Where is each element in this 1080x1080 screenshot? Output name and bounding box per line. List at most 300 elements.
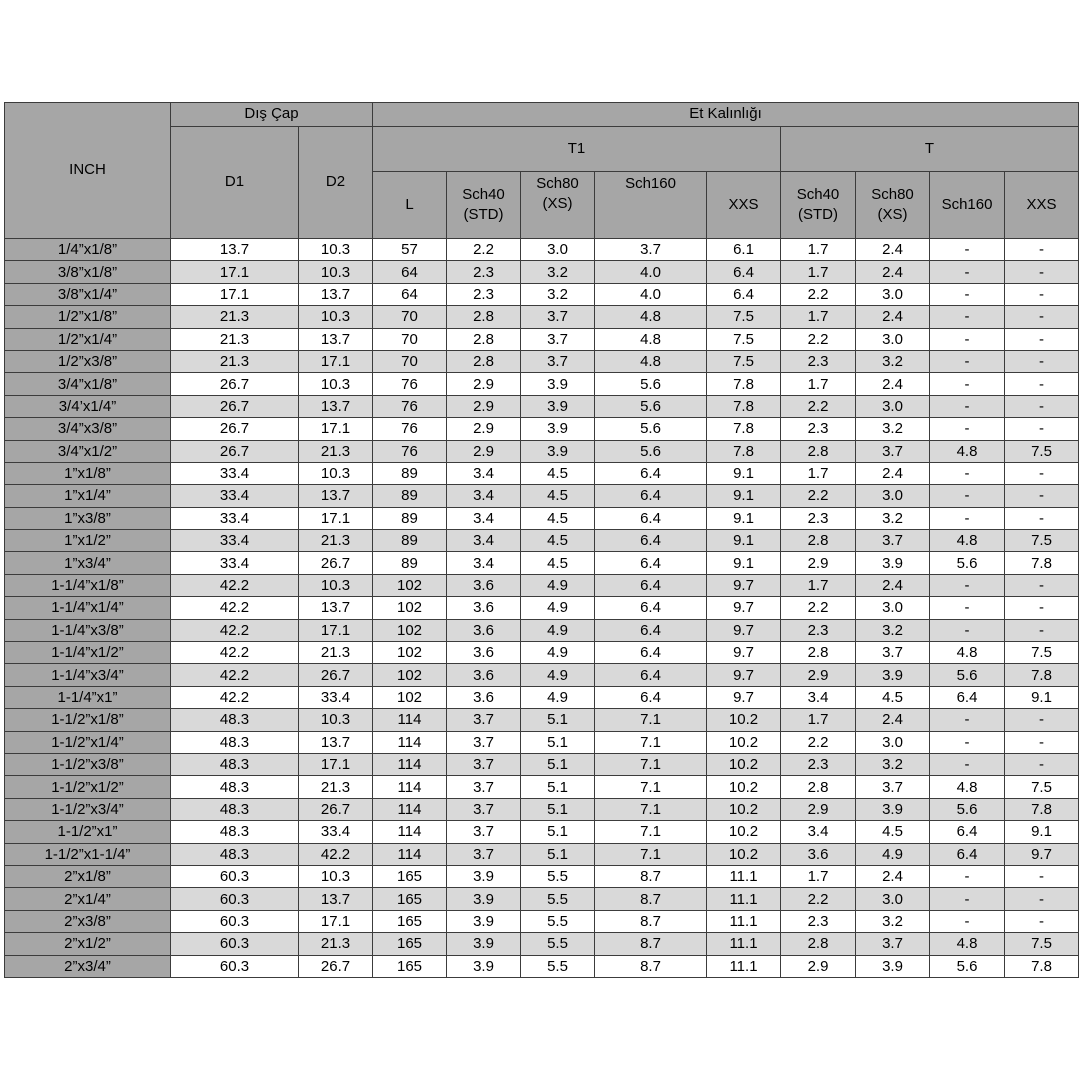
- cell-t1-sch80: 5.5: [521, 865, 595, 887]
- cell-t-sch160: -: [930, 709, 1005, 731]
- cell-l: 114: [373, 776, 447, 798]
- cell-t1-sch40: 3.6: [447, 619, 521, 641]
- cell-l: 70: [373, 306, 447, 328]
- cell-t-sch40: 2.3: [781, 619, 856, 641]
- cell-t1-sch80: 3.0: [521, 239, 595, 261]
- cell-t-xxs: -: [1005, 239, 1079, 261]
- cell-t-sch80: 3.0: [856, 888, 930, 910]
- cell-t-xxs: 7.8: [1005, 664, 1079, 686]
- cell-t-sch80: 2.4: [856, 865, 930, 887]
- table-row: [5, 821, 1079, 843]
- cell-t-sch40: 2.3: [781, 418, 856, 440]
- cell-t-sch80: 4.9: [856, 843, 930, 865]
- cell-t-xxs: -: [1005, 373, 1079, 395]
- cell-d1: 60.3: [171, 865, 299, 887]
- cell-t-sch40: 3.4: [781, 686, 856, 708]
- cell-t1-xxs: 9.7: [707, 686, 781, 708]
- cell-t1-sch40: 3.4: [447, 552, 521, 574]
- cell-t1-sch160: 4.8: [595, 328, 707, 350]
- cell-t-sch80: 2.4: [856, 709, 930, 731]
- cell-t1-sch160: 5.6: [595, 440, 707, 462]
- cell-t1-xxs: 9.1: [707, 530, 781, 552]
- cell-l: 102: [373, 642, 447, 664]
- cell-t-sch160: 5.6: [930, 552, 1005, 574]
- cell-t-sch80: 3.2: [856, 753, 930, 775]
- cell-t1-xxs: 9.1: [707, 462, 781, 484]
- cell-d1: 60.3: [171, 910, 299, 932]
- cell-d1: 21.3: [171, 306, 299, 328]
- cell-l: 165: [373, 910, 447, 932]
- cell-t-sch40: 3.6: [781, 843, 856, 865]
- cell-t-xxs: -: [1005, 597, 1079, 619]
- cell-d1: 42.2: [171, 686, 299, 708]
- cell-t-sch160: -: [930, 373, 1005, 395]
- cell-l: 114: [373, 843, 447, 865]
- cell-t1-sch40: 2.9: [447, 373, 521, 395]
- cell-t1-sch40: 2.8: [447, 350, 521, 372]
- table-row: [5, 798, 1079, 820]
- cell-t1-sch80: 4.9: [521, 619, 595, 641]
- cell-l: 89: [373, 507, 447, 529]
- cell-t1-sch40: 3.7: [447, 776, 521, 798]
- cell-l: 165: [373, 933, 447, 955]
- table-row: [5, 597, 1079, 619]
- cell-d1: 42.2: [171, 619, 299, 641]
- cell-t1-sch160: 6.4: [595, 597, 707, 619]
- cell-t-xxs: -: [1005, 261, 1079, 283]
- cell-t-sch80: 3.9: [856, 955, 930, 977]
- cell-t1-sch80: 4.9: [521, 686, 595, 708]
- cell-t1-xxs: 10.2: [707, 731, 781, 753]
- cell-t1-sch40: 2.9: [447, 440, 521, 462]
- cell-t1-sch40: 3.9: [447, 910, 521, 932]
- cell-t-sch40: 2.3: [781, 507, 856, 529]
- cell-d1: 42.2: [171, 642, 299, 664]
- cell-t-sch40: 2.2: [781, 328, 856, 350]
- cell-l: 165: [373, 955, 447, 977]
- cell-d1: 33.4: [171, 552, 299, 574]
- cell-t1-xxs: 11.1: [707, 910, 781, 932]
- cell-t-xxs: -: [1005, 619, 1079, 641]
- cell-t-sch80: 2.4: [856, 306, 930, 328]
- cell-t1-sch40: 3.6: [447, 597, 521, 619]
- cell-t-xxs: -: [1005, 888, 1079, 910]
- cell-t-sch80: 3.9: [856, 664, 930, 686]
- table-row: [5, 507, 1079, 529]
- cell-t1-sch160: 7.1: [595, 731, 707, 753]
- cell-t1-xxs: 7.5: [707, 328, 781, 350]
- cell-t-sch80: 3.2: [856, 418, 930, 440]
- cell-t1-sch160: 5.6: [595, 418, 707, 440]
- table-row: [5, 261, 1079, 283]
- cell-t1-xxs: 10.2: [707, 821, 781, 843]
- cell-d2: 13.7: [299, 395, 373, 417]
- table-row: [5, 418, 1079, 440]
- cell-l: 102: [373, 597, 447, 619]
- cell-inch: 2”x1/2”: [5, 933, 171, 955]
- cell-t-sch160: -: [930, 283, 1005, 305]
- table-row: [5, 350, 1079, 372]
- cell-d2: 26.7: [299, 955, 373, 977]
- cell-t1-sch80: 5.1: [521, 776, 595, 798]
- cell-t-sch80: 3.2: [856, 507, 930, 529]
- cell-t1-sch160: 3.7: [595, 239, 707, 261]
- cell-t1-xxs: 7.8: [707, 395, 781, 417]
- cell-inch: 3/8”x1/8”: [5, 261, 171, 283]
- cell-t-sch80: 2.4: [856, 462, 930, 484]
- table-row: [5, 552, 1079, 574]
- cell-d1: 26.7: [171, 440, 299, 462]
- cell-inch: 1/2”x1/4”: [5, 328, 171, 350]
- table-row: [5, 462, 1079, 484]
- cell-t-sch80: 3.2: [856, 350, 930, 372]
- cell-t1-xxs: 10.2: [707, 798, 781, 820]
- cell-d1: 33.4: [171, 530, 299, 552]
- cell-t-sch160: -: [930, 485, 1005, 507]
- cell-t-xxs: -: [1005, 709, 1079, 731]
- table-row: [5, 709, 1079, 731]
- cell-d2: 13.7: [299, 597, 373, 619]
- cell-t-sch40: 2.9: [781, 552, 856, 574]
- cell-t1-sch80: 4.5: [521, 530, 595, 552]
- cell-t1-xxs: 9.7: [707, 597, 781, 619]
- cell-t-sch160: 4.8: [930, 933, 1005, 955]
- cell-t-sch160: 5.6: [930, 664, 1005, 686]
- cell-d1: 17.1: [171, 283, 299, 305]
- cell-t1-sch40: 2.8: [447, 328, 521, 350]
- cell-t1-xxs: 10.2: [707, 843, 781, 865]
- cell-t1-sch80: 3.9: [521, 418, 595, 440]
- cell-t-sch160: -: [930, 507, 1005, 529]
- cell-l: 70: [373, 328, 447, 350]
- cell-t1-xxs: 10.2: [707, 753, 781, 775]
- cell-t-xxs: 9.7: [1005, 843, 1079, 865]
- cell-t-sch80: 2.4: [856, 239, 930, 261]
- cell-t1-sch40: 3.6: [447, 664, 521, 686]
- cell-t-sch160: -: [930, 910, 1005, 932]
- cell-l: 57: [373, 239, 447, 261]
- cell-t-sch160: -: [930, 395, 1005, 417]
- header-l: L: [373, 172, 447, 239]
- cell-t1-sch160: 6.4: [595, 619, 707, 641]
- cell-d1: 26.7: [171, 395, 299, 417]
- cell-d2: 13.7: [299, 328, 373, 350]
- cell-d2: 10.3: [299, 574, 373, 596]
- cell-t-sch160: 6.4: [930, 843, 1005, 865]
- cell-t-sch40: 2.8: [781, 933, 856, 955]
- cell-t1-sch40: 3.9: [447, 933, 521, 955]
- cell-t-sch160: -: [930, 753, 1005, 775]
- cell-inch: 1-1/4”x3/8”: [5, 619, 171, 641]
- cell-t-sch40: 2.3: [781, 910, 856, 932]
- cell-d1: 42.2: [171, 574, 299, 596]
- header-d2: D2: [299, 127, 373, 239]
- table-row: [5, 485, 1079, 507]
- cell-t1-sch80: 5.5: [521, 910, 595, 932]
- cell-d2: 10.3: [299, 709, 373, 731]
- cell-t1-xxs: 11.1: [707, 933, 781, 955]
- cell-d2: 13.7: [299, 731, 373, 753]
- cell-t-sch40: 1.7: [781, 239, 856, 261]
- cell-inch: 1”x3/8”: [5, 507, 171, 529]
- cell-t-sch40: 1.7: [781, 462, 856, 484]
- cell-t1-sch80: 5.1: [521, 753, 595, 775]
- cell-inch: 3/8”x1/4”: [5, 283, 171, 305]
- cell-t-sch160: -: [930, 306, 1005, 328]
- cell-t1-xxs: 9.1: [707, 507, 781, 529]
- cell-inch: 1-1/2”x1/4”: [5, 731, 171, 753]
- cell-t1-sch160: 6.4: [595, 642, 707, 664]
- cell-t-sch80: 3.0: [856, 485, 930, 507]
- cell-t1-sch80: 5.1: [521, 821, 595, 843]
- cell-t1-sch40: 3.7: [447, 731, 521, 753]
- cell-d2: 17.1: [299, 418, 373, 440]
- cell-inch: 3/4”x1/2”: [5, 440, 171, 462]
- cell-t1-sch40: 3.4: [447, 485, 521, 507]
- cell-t-sch40: 2.3: [781, 753, 856, 775]
- header-t-sch160: Sch160: [930, 172, 1005, 239]
- cell-t-xxs: -: [1005, 418, 1079, 440]
- cell-t1-sch80: 3.2: [521, 283, 595, 305]
- cell-l: 102: [373, 664, 447, 686]
- cell-d1: 13.7: [171, 239, 299, 261]
- cell-t-xxs: -: [1005, 462, 1079, 484]
- cell-t-xxs: 7.5: [1005, 933, 1079, 955]
- cell-t-sch40: 2.9: [781, 955, 856, 977]
- cell-t-sch40: 2.8: [781, 776, 856, 798]
- cell-t1-sch80: 3.7: [521, 350, 595, 372]
- table-row: [5, 283, 1079, 305]
- cell-d2: 17.1: [299, 753, 373, 775]
- cell-inch: 3/4”x1/8”: [5, 373, 171, 395]
- table-row: [5, 395, 1079, 417]
- cell-t1-xxs: 9.7: [707, 664, 781, 686]
- cell-inch: 1-1/4”x1/8”: [5, 574, 171, 596]
- cell-d1: 21.3: [171, 350, 299, 372]
- cell-t1-sch40: 3.4: [447, 507, 521, 529]
- cell-t-sch80: 3.9: [856, 552, 930, 574]
- cell-d2: 10.3: [299, 306, 373, 328]
- cell-t1-sch80: 3.9: [521, 395, 595, 417]
- cell-t-sch80: 2.4: [856, 574, 930, 596]
- reducer-dimension-table: [4, 102, 1079, 978]
- cell-t1-sch160: 6.4: [595, 552, 707, 574]
- cell-inch: 1/2”x1/8”: [5, 306, 171, 328]
- cell-d2: 10.3: [299, 239, 373, 261]
- cell-t1-sch40: 3.7: [447, 709, 521, 731]
- cell-t-xxs: -: [1005, 328, 1079, 350]
- cell-t1-sch40: 3.7: [447, 843, 521, 865]
- cell-t-sch80: 3.2: [856, 619, 930, 641]
- header-dis-cap: Dış Çap: [171, 103, 373, 127]
- cell-t1-sch80: 4.5: [521, 552, 595, 574]
- cell-inch: 1-1/4”x1/2”: [5, 642, 171, 664]
- table-row: [5, 955, 1079, 977]
- cell-t1-sch40: 3.6: [447, 686, 521, 708]
- cell-l: 114: [373, 709, 447, 731]
- cell-t-xxs: -: [1005, 574, 1079, 596]
- header-t1-sch80: Sch80 (XS): [521, 172, 595, 239]
- table-row: [5, 664, 1079, 686]
- cell-inch: 1”x3/4”: [5, 552, 171, 574]
- cell-l: 64: [373, 261, 447, 283]
- cell-t-xxs: -: [1005, 395, 1079, 417]
- cell-t1-xxs: 7.5: [707, 306, 781, 328]
- cell-t-sch80: 3.0: [856, 395, 930, 417]
- table-row: [5, 530, 1079, 552]
- table-row: [5, 731, 1079, 753]
- cell-t-sch40: 2.9: [781, 798, 856, 820]
- cell-t-sch80: 3.0: [856, 328, 930, 350]
- table-row: [5, 865, 1079, 887]
- cell-t-xxs: 7.8: [1005, 552, 1079, 574]
- table-row: [5, 888, 1079, 910]
- cell-t1-sch80: 4.9: [521, 642, 595, 664]
- cell-t-sch160: -: [930, 865, 1005, 887]
- cell-l: 165: [373, 888, 447, 910]
- cell-inch: 2”x3/8”: [5, 910, 171, 932]
- cell-inch: 2”x3/4”: [5, 955, 171, 977]
- cell-t-sch160: -: [930, 574, 1005, 596]
- cell-t1-sch160: 8.7: [595, 888, 707, 910]
- cell-t-sch160: 6.4: [930, 686, 1005, 708]
- cell-t-sch40: 2.8: [781, 642, 856, 664]
- cell-t-xxs: -: [1005, 910, 1079, 932]
- cell-d2: 21.3: [299, 933, 373, 955]
- cell-d2: 26.7: [299, 798, 373, 820]
- table-row: [5, 619, 1079, 641]
- cell-d1: 42.2: [171, 597, 299, 619]
- cell-t1-sch40: 2.9: [447, 418, 521, 440]
- cell-t-xxs: 7.8: [1005, 798, 1079, 820]
- cell-t1-sch160: 7.1: [595, 821, 707, 843]
- cell-t-sch80: 3.0: [856, 731, 930, 753]
- cell-l: 64: [373, 283, 447, 305]
- cell-t1-sch40: 2.2: [447, 239, 521, 261]
- cell-t-xxs: -: [1005, 731, 1079, 753]
- header-t1-sch40: Sch40 (STD): [447, 172, 521, 239]
- cell-l: 76: [373, 395, 447, 417]
- cell-inch: 1-1/2”x3/8”: [5, 753, 171, 775]
- header-t-sch40: Sch40 (STD): [781, 172, 856, 239]
- cell-t1-sch40: 3.4: [447, 530, 521, 552]
- cell-d1: 48.3: [171, 731, 299, 753]
- cell-t1-sch80: 5.5: [521, 955, 595, 977]
- cell-l: 89: [373, 462, 447, 484]
- cell-t1-sch80: 5.1: [521, 798, 595, 820]
- cell-inch: 2”x1/4”: [5, 888, 171, 910]
- cell-t-sch40: 1.7: [781, 306, 856, 328]
- cell-l: 102: [373, 619, 447, 641]
- cell-d1: 60.3: [171, 888, 299, 910]
- header-et-kalinligi: Et Kalınlığı: [373, 103, 1079, 127]
- cell-t-sch160: -: [930, 261, 1005, 283]
- cell-t-xxs: 7.5: [1005, 642, 1079, 664]
- table-row: [5, 753, 1079, 775]
- cell-t-xxs: 9.1: [1005, 686, 1079, 708]
- cell-t-sch160: -: [930, 597, 1005, 619]
- cell-l: 114: [373, 798, 447, 820]
- cell-t-sch160: 6.4: [930, 821, 1005, 843]
- cell-t1-sch80: 3.7: [521, 328, 595, 350]
- cell-t-sch80: 3.9: [856, 798, 930, 820]
- cell-inch: 1-1/4”x3/4”: [5, 664, 171, 686]
- cell-l: 114: [373, 821, 447, 843]
- cell-d2: 33.4: [299, 686, 373, 708]
- cell-d2: 13.7: [299, 283, 373, 305]
- cell-t1-sch160: 4.0: [595, 283, 707, 305]
- table-row: [5, 306, 1079, 328]
- cell-t-sch40: 2.8: [781, 530, 856, 552]
- cell-t-sch160: -: [930, 418, 1005, 440]
- cell-d2: 21.3: [299, 530, 373, 552]
- cell-t1-xxs: 6.1: [707, 239, 781, 261]
- cell-d2: 10.3: [299, 462, 373, 484]
- cell-d2: 26.7: [299, 664, 373, 686]
- cell-inch: 1/2”x3/8”: [5, 350, 171, 372]
- cell-inch: 3/4’x1/4”: [5, 395, 171, 417]
- cell-d1: 33.4: [171, 462, 299, 484]
- table-header: [5, 103, 1079, 239]
- cell-t1-sch40: 2.3: [447, 261, 521, 283]
- table-row: [5, 373, 1079, 395]
- cell-d1: 21.3: [171, 328, 299, 350]
- cell-t-sch160: 5.6: [930, 798, 1005, 820]
- cell-t1-sch40: 3.7: [447, 753, 521, 775]
- cell-t1-sch40: 2.9: [447, 395, 521, 417]
- cell-d2: 10.3: [299, 373, 373, 395]
- cell-t-xxs: -: [1005, 283, 1079, 305]
- cell-t1-sch160: 7.1: [595, 709, 707, 731]
- cell-t1-xxs: 9.7: [707, 574, 781, 596]
- header-t1-sch160: Sch160: [595, 172, 707, 239]
- cell-t1-sch160: 8.7: [595, 910, 707, 932]
- cell-t-sch160: -: [930, 350, 1005, 372]
- cell-t1-sch160: 6.4: [595, 462, 707, 484]
- table-row: [5, 574, 1079, 596]
- cell-d2: 21.3: [299, 776, 373, 798]
- cell-d1: 33.4: [171, 507, 299, 529]
- cell-l: 76: [373, 373, 447, 395]
- header-inch: INCH: [5, 103, 171, 239]
- cell-t1-xxs: 11.1: [707, 888, 781, 910]
- cell-t1-sch80: 3.9: [521, 373, 595, 395]
- cell-t-sch40: 1.7: [781, 709, 856, 731]
- cell-d1: 42.2: [171, 664, 299, 686]
- cell-inch: 2”x1/8”: [5, 865, 171, 887]
- cell-d2: 10.3: [299, 261, 373, 283]
- cell-l: 89: [373, 485, 447, 507]
- cell-d2: 10.3: [299, 865, 373, 887]
- table-row: [5, 440, 1079, 462]
- cell-t1-sch160: 6.4: [595, 686, 707, 708]
- cell-d1: 48.3: [171, 709, 299, 731]
- cell-inch: 3/4”x3/8”: [5, 418, 171, 440]
- cell-t1-xxs: 9.7: [707, 642, 781, 664]
- cell-d2: 26.7: [299, 552, 373, 574]
- cell-inch: 1/4”x1/8”: [5, 239, 171, 261]
- cell-d2: 33.4: [299, 821, 373, 843]
- header-t-sch80: Sch80 (XS): [856, 172, 930, 239]
- cell-l: 70: [373, 350, 447, 372]
- cell-t-sch40: 2.3: [781, 350, 856, 372]
- cell-inch: 1-1/2”x1/8”: [5, 709, 171, 731]
- cell-d1: 48.3: [171, 843, 299, 865]
- cell-l: 89: [373, 552, 447, 574]
- cell-t1-sch80: 5.1: [521, 731, 595, 753]
- cell-t-sch160: -: [930, 619, 1005, 641]
- cell-t1-sch40: 3.7: [447, 821, 521, 843]
